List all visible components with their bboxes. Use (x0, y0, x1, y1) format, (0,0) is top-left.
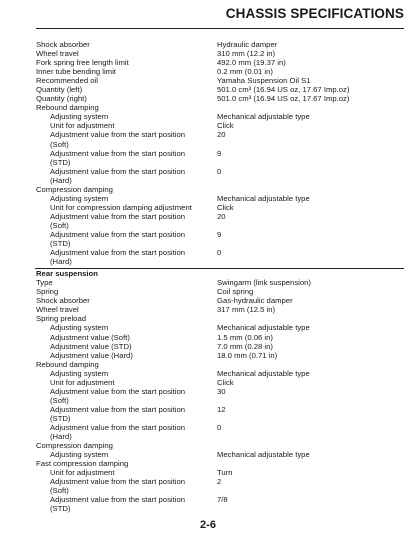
spec-label: Shock absorber (36, 40, 90, 49)
spec-label: Adjustment value (Hard) (50, 350, 133, 360)
spec-row (36, 441, 404, 450)
spec-row (36, 369, 404, 378)
rear-suspension-table (36, 278, 404, 513)
spec-label: Unit for adjustment (50, 121, 115, 131)
spec-row (36, 296, 404, 305)
page-number: 2-6 (200, 519, 216, 531)
spec-value: 12 (217, 404, 226, 414)
spec-content (36, 40, 404, 513)
spec-value (217, 314, 404, 323)
spec-value: 9 (217, 229, 222, 239)
spec-label: Adjustment value from the start position (STD) (50, 148, 186, 167)
spec-row (36, 351, 404, 360)
spec-value: 20 (217, 211, 226, 221)
spec-label: Adjusting system (50, 193, 109, 203)
spec-value: Turn (217, 468, 233, 478)
spec-label: Inner tube bending limit (36, 67, 116, 77)
spec-label: Spring (36, 287, 59, 297)
spec-row (36, 194, 404, 203)
spec-label: Wheel travel (36, 305, 79, 315)
spec-label: Compression damping (36, 441, 113, 451)
spec-value: 18.0 mm (0.71 in) (217, 350, 278, 360)
spec-row (36, 58, 404, 67)
spec-value: Hydraulic damper (217, 40, 278, 49)
spec-row (36, 248, 404, 266)
spec-value: Mechanical adjustable type (217, 323, 310, 333)
spec-value: Click (217, 121, 234, 131)
spec-row (36, 323, 404, 332)
spec-label: Adjustment value from the start position (Soft) (50, 130, 186, 149)
spec-label: Adjustment value from the start position (Hard) (50, 248, 186, 267)
spec-row (36, 305, 404, 314)
spec-label: Adjustment value (Soft) (50, 332, 130, 342)
front-suspension-table (36, 40, 404, 266)
spec-value: 492.0 mm (19.37 in) (217, 58, 286, 68)
spec-row (36, 387, 404, 405)
spec-row (36, 85, 404, 94)
spec-value: Mechanical adjustable type (217, 450, 310, 460)
spec-value: 501.0 cm³ (16.94 US oz, 17.67 Imp.oz) (217, 94, 350, 104)
spec-value: 2 (217, 477, 222, 487)
spec-value (217, 103, 404, 112)
spec-row (36, 203, 404, 212)
spec-label: Spring preload (36, 314, 87, 324)
spec-label: Shock absorber (36, 296, 90, 306)
spec-row (36, 185, 404, 194)
spec-label: Unit for adjustment (50, 468, 115, 478)
spec-label: Rebound damping (36, 103, 99, 113)
spec-row (36, 94, 404, 103)
spec-label: Adjusting system (50, 450, 109, 460)
spec-label: Recommended oil (36, 76, 98, 86)
spec-label: Unit for compression damping adjustment (50, 202, 192, 212)
spec-value: 1.5 mm (0.06 in) (217, 332, 273, 342)
spec-row (36, 278, 404, 287)
spec-value: 310 mm (12.2 in) (217, 49, 276, 59)
spec-label: Compression damping (36, 184, 113, 194)
spec-row (36, 314, 404, 323)
spec-value: 0 (217, 166, 222, 176)
spec-row (36, 76, 404, 85)
spec-row (36, 450, 404, 459)
spec-value: 7/8 (217, 495, 228, 505)
spec-value: 501.0 cm³ (16.94 US oz, 17.67 Imp.oz) (217, 85, 350, 95)
spec-label: Adjustment value from the start position (STD) (50, 404, 186, 423)
spec-label: Adjustment value from the start position (Soft) (50, 211, 186, 230)
spec-value (217, 441, 404, 450)
spec-value: Mechanical adjustable type (217, 112, 310, 122)
spec-label: Fast compression damping (36, 459, 129, 469)
spec-row (36, 230, 404, 248)
spec-row (36, 112, 404, 121)
spec-value: 20 (217, 130, 226, 140)
spec-value: 30 (217, 386, 226, 396)
spec-row (36, 121, 404, 130)
spec-row (36, 40, 404, 49)
spec-label: Adjustment value from the start position (STD) (50, 495, 186, 514)
spec-value: Click (217, 202, 234, 212)
spec-label: Adjusting system (50, 323, 109, 333)
spec-value: Coil spring (217, 287, 254, 297)
spec-row (36, 103, 404, 112)
spec-row (36, 468, 404, 477)
spec-label: Adjustment value (STD) (50, 341, 132, 351)
spec-row (36, 378, 404, 387)
spec-value (217, 360, 404, 369)
spec-label: Unit for adjustment (50, 377, 115, 387)
header-divider (36, 28, 404, 29)
spec-row (36, 477, 404, 495)
spec-value: 9 (217, 148, 222, 158)
spec-label: Rebound damping (36, 359, 99, 369)
spec-label: Quantity (right) (36, 94, 87, 104)
section-heading-rear-suspension (36, 269, 404, 278)
spec-label: Adjustment value from the start position (Soft) (50, 386, 186, 405)
spec-value: 0 (217, 248, 222, 258)
section-heading-label: Rear suspension (36, 269, 98, 279)
spec-value (217, 459, 404, 468)
spec-row (36, 49, 404, 58)
spec-row (36, 67, 404, 76)
spec-row (36, 459, 404, 468)
spec-value: Click (217, 377, 234, 387)
spec-row (36, 342, 404, 351)
spec-label: Fork spring free length limit (36, 58, 129, 68)
spec-value: 0.2 mm (0.01 in) (217, 67, 273, 77)
page-title: CHASSIS SPECIFICATIONS (225, 6, 404, 21)
spec-label: Adjustment value from the start position (Soft) (50, 477, 186, 496)
spec-value: Gas-hydraulic damper (217, 296, 293, 306)
spec-value: Yamaha Suspension Oil S1 (217, 76, 311, 86)
spec-value (217, 185, 404, 194)
spec-label: Quantity (left) (36, 85, 83, 95)
spec-row (36, 149, 404, 167)
spec-row (36, 130, 404, 148)
spec-row (36, 333, 404, 342)
spec-row (36, 287, 404, 296)
spec-label: Adjusting system (50, 368, 109, 378)
spec-row (36, 405, 404, 423)
spec-row (36, 423, 404, 441)
spec-value: Mechanical adjustable type (217, 193, 310, 203)
spec-label: Adjustment value from the start position (STD) (50, 229, 186, 249)
spec-row (36, 495, 404, 513)
spec-label: Type (36, 278, 53, 288)
spec-label: Wheel travel (36, 49, 79, 59)
spec-value: Swingarm (link suspension) (217, 278, 311, 288)
spec-row (36, 212, 404, 230)
spec-label: Adjustment value from the start position (Hard) (50, 422, 186, 442)
spec-value: 7.0 mm (0.28 in) (217, 341, 273, 351)
spec-row (36, 360, 404, 369)
spec-label: Adjusting system (50, 112, 109, 122)
spec-row (36, 167, 404, 185)
spec-value: 317 mm (12.5 in) (217, 305, 276, 315)
spec-value: Mechanical adjustable type (217, 368, 310, 378)
spec-label: Adjustment value from the start position (Hard) (50, 166, 186, 185)
spec-value: 0 (217, 422, 222, 432)
